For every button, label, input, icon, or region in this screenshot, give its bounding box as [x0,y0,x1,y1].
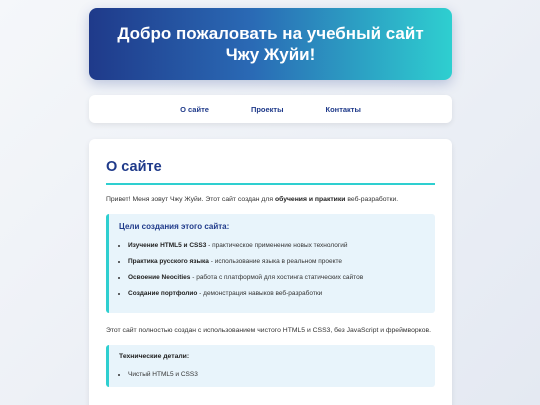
about-section [89,139,452,405]
goal-item [128,273,425,282]
nav-link-projects[interactable]: Проекты [250,104,284,114]
tech-list [119,370,425,379]
note-text: Этот сайт полностью создан с использованием чистого HTML5 и CSS3, без JavaScript и фреймворков. [106,327,431,334]
goal-item-text: - практическое применение новых технологий [206,242,348,249]
page-title: Добро пожаловать на учебный сайт Чжу Жуйи! [117,24,424,64]
goal-item-bold: Изучение HTML5 и CSS3 [128,242,207,249]
tech-item: • Чистый HTML5 и CSS3 [128,370,425,379]
goal-item-bold: Практика русского языка [128,258,209,265]
nav-link-about[interactable]: О сайте [180,104,209,114]
goal-item-bold: Создание портфолио [128,290,198,297]
intro-text-bold: обучения и практики [274,196,346,203]
goals-list [119,241,425,298]
goal-item [128,257,425,266]
goal-item-text: - демонстрация навыков веб-разработки [197,290,323,297]
goals-box [106,214,435,313]
nav-bar [89,95,452,123]
intro-text [106,195,435,204]
goal-item-text: - работа с платформой для хостинга статических сайтов [190,274,364,281]
goal-item [128,241,425,250]
goal-item-text: - использование языка в реальном проекте [208,258,343,265]
goals-title: Цели создания этого сайта: [119,222,230,231]
tech-title: Технические детали: [119,353,190,360]
section-heading: О сайте [106,159,435,185]
tech-box [106,345,435,387]
goal-item [128,289,425,298]
intro-text-end: веб-разработки. [345,196,399,203]
site-header [89,8,452,80]
intro-text-start: Привет! Меня зовут Чжу Жуйи. Этот сайт создан для [106,196,275,203]
goal-item-bold: Освоение Neocities [128,274,191,281]
page-container [89,8,452,405]
nav-link-contacts[interactable]: Контакты [325,104,361,114]
